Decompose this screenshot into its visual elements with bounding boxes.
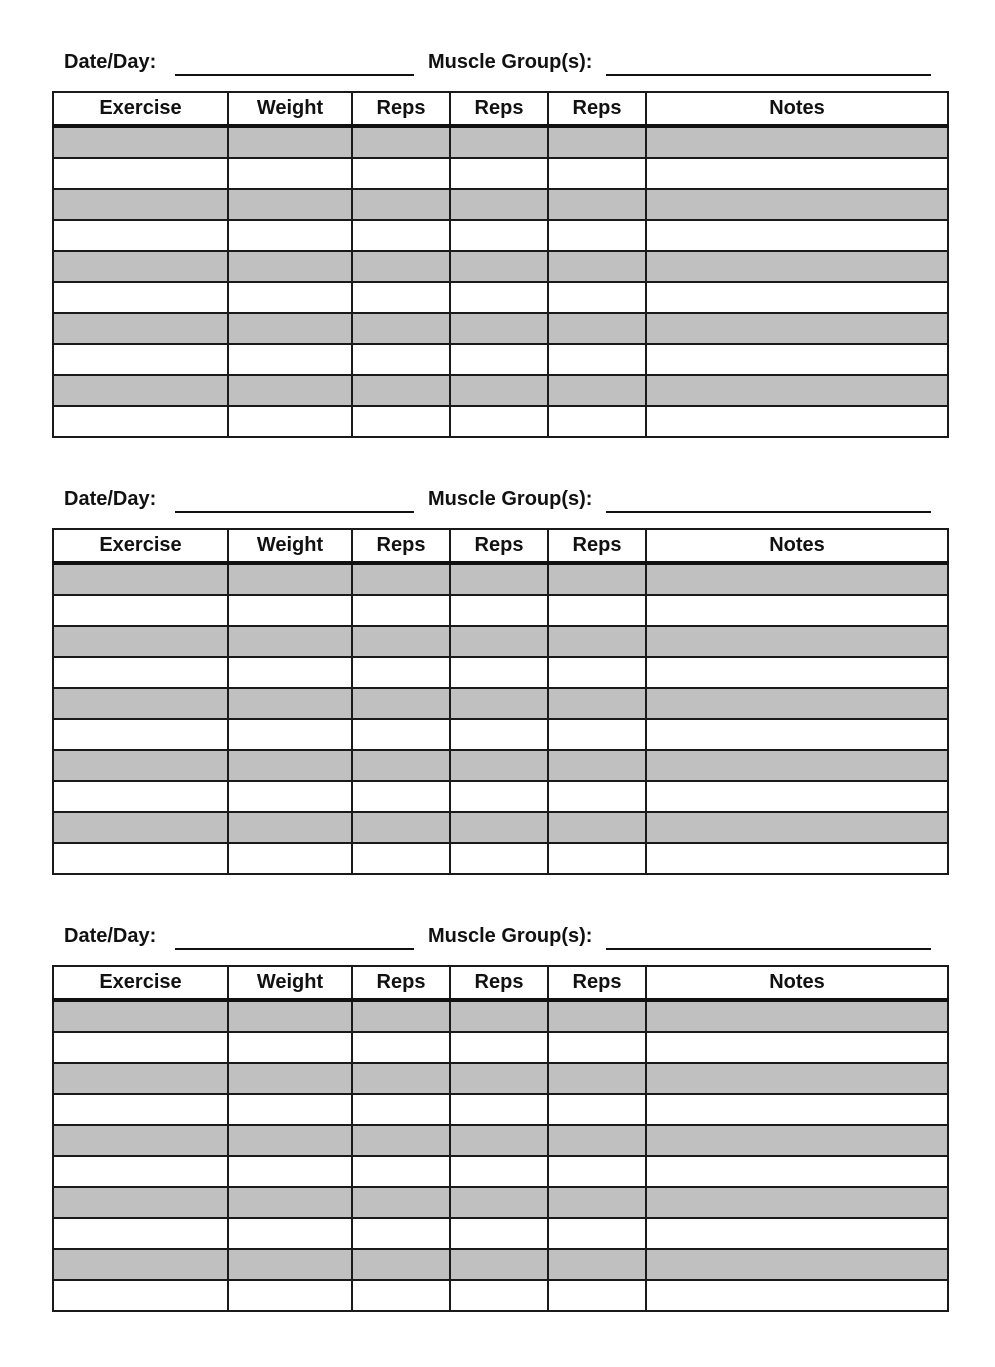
exercise-row (53, 750, 948, 781)
notes-cell[interactable] (646, 750, 948, 781)
exercise-row (53, 220, 948, 251)
exercise-cell[interactable] (53, 189, 228, 220)
reps-cell[interactable] (450, 1094, 548, 1125)
notes-cell[interactable] (646, 1094, 948, 1125)
reps-cell[interactable] (548, 626, 646, 657)
muscle-group-blank[interactable] (606, 483, 931, 513)
weight-cell[interactable] (228, 189, 352, 220)
exercise-row (53, 1156, 948, 1187)
reps-cell[interactable] (548, 1218, 646, 1249)
reps-cell[interactable] (450, 158, 548, 189)
exercise-cell[interactable] (53, 158, 228, 189)
reps-header: Reps (450, 529, 548, 563)
muscle-group-label: Muscle Group(s): (428, 488, 593, 510)
reps-header: Reps (352, 966, 450, 1000)
reps-cell[interactable] (450, 1000, 548, 1032)
exercise-row (53, 1063, 948, 1094)
reps-cell[interactable] (352, 313, 450, 344)
reps-cell[interactable] (352, 406, 450, 437)
notes-header: Notes (646, 966, 948, 1000)
reps-cell[interactable] (548, 313, 646, 344)
date-day-label: Date/Day: (64, 925, 157, 947)
reps-cell[interactable] (450, 375, 548, 406)
exercise-header: Exercise (53, 529, 228, 563)
exercise-cell[interactable] (53, 313, 228, 344)
notes-cell[interactable] (646, 812, 948, 843)
weight-cell[interactable] (228, 1218, 352, 1249)
reps-cell[interactable] (450, 1280, 548, 1311)
exercise-row (53, 626, 948, 657)
date-day-label: Date/Day: (64, 488, 157, 510)
exercise-cell[interactable] (53, 1218, 228, 1249)
reps-cell[interactable] (548, 563, 646, 595)
weight-cell[interactable] (228, 1000, 352, 1032)
header-row (53, 966, 948, 1000)
exercise-row (53, 595, 948, 626)
weight-cell[interactable] (228, 1187, 352, 1218)
notes-cell[interactable] (646, 251, 948, 282)
exercise-cell[interactable] (53, 1187, 228, 1218)
exercise-row (53, 282, 948, 313)
exercise-cell[interactable] (53, 781, 228, 812)
reps-cell[interactable] (450, 220, 548, 251)
weight-cell[interactable] (228, 657, 352, 688)
notes-cell[interactable] (646, 1187, 948, 1218)
weight-cell[interactable] (228, 688, 352, 719)
exercise-row (53, 1280, 948, 1311)
muscle-group-blank[interactable] (606, 46, 931, 76)
reps-cell[interactable] (548, 781, 646, 812)
reps-cell[interactable] (450, 282, 548, 313)
notes-cell[interactable] (646, 563, 948, 595)
exercise-row (53, 719, 948, 750)
reps-cell[interactable] (548, 1249, 646, 1280)
exercise-row (53, 1094, 948, 1125)
exercise-cell[interactable] (53, 375, 228, 406)
exercise-row (53, 406, 948, 437)
notes-cell[interactable] (646, 282, 948, 313)
reps-cell[interactable] (548, 344, 646, 375)
weight-header: Weight (228, 92, 352, 126)
date-day-blank[interactable] (175, 483, 414, 513)
exercise-cell[interactable] (53, 843, 228, 874)
notes-cell[interactable] (646, 1063, 948, 1094)
reps-cell[interactable] (352, 812, 450, 843)
exercise-row (53, 375, 948, 406)
exercise-cell[interactable] (53, 1000, 228, 1032)
weight-cell[interactable] (228, 313, 352, 344)
reps-cell[interactable] (352, 1094, 450, 1125)
reps-cell[interactable] (352, 126, 450, 158)
weight-header: Weight (228, 966, 352, 1000)
reps-cell[interactable] (352, 781, 450, 812)
reps-cell[interactable] (352, 220, 450, 251)
exercise-cell[interactable] (53, 251, 228, 282)
weight-cell[interactable] (228, 158, 352, 189)
exercise-row (53, 1000, 948, 1032)
notes-cell[interactable] (646, 158, 948, 189)
reps-cell[interactable] (352, 1000, 450, 1032)
session-info-line (64, 46, 944, 78)
date-day-blank[interactable] (175, 46, 414, 76)
exercise-row (53, 126, 948, 158)
reps-cell[interactable] (352, 750, 450, 781)
notes-cell[interactable] (646, 1000, 948, 1032)
reps-cell[interactable] (548, 1125, 646, 1156)
reps-cell[interactable] (450, 657, 548, 688)
reps-cell[interactable] (352, 251, 450, 282)
reps-cell[interactable] (352, 563, 450, 595)
reps-header: Reps (450, 966, 548, 1000)
exercise-cell[interactable] (53, 406, 228, 437)
reps-cell[interactable] (548, 657, 646, 688)
reps-header: Reps (450, 92, 548, 126)
exercise-cell[interactable] (53, 688, 228, 719)
reps-cell[interactable] (548, 158, 646, 189)
notes-cell[interactable] (646, 595, 948, 626)
weight-cell[interactable] (228, 781, 352, 812)
weight-cell[interactable] (228, 375, 352, 406)
reps-cell[interactable] (352, 375, 450, 406)
notes-cell[interactable] (646, 657, 948, 688)
exercise-cell[interactable] (53, 563, 228, 595)
reps-cell[interactable] (548, 595, 646, 626)
exercise-header: Exercise (53, 92, 228, 126)
reps-cell[interactable] (352, 1280, 450, 1311)
weight-cell[interactable] (228, 719, 352, 750)
exercise-cell[interactable] (53, 1156, 228, 1187)
notes-cell[interactable] (646, 313, 948, 344)
exercise-log-table (52, 528, 949, 875)
notes-cell[interactable] (646, 1218, 948, 1249)
weight-cell[interactable] (228, 595, 352, 626)
reps-cell[interactable] (450, 1063, 548, 1094)
weight-cell[interactable] (228, 282, 352, 313)
weight-cell[interactable] (228, 344, 352, 375)
notes-cell[interactable] (646, 189, 948, 220)
reps-cell[interactable] (352, 189, 450, 220)
header-row (53, 92, 948, 126)
reps-cell[interactable] (450, 626, 548, 657)
exercise-cell[interactable] (53, 1063, 228, 1094)
reps-cell[interactable] (450, 1032, 548, 1063)
notes-cell[interactable] (646, 1156, 948, 1187)
reps-cell[interactable] (352, 1218, 450, 1249)
reps-cell[interactable] (548, 375, 646, 406)
notes-cell[interactable] (646, 406, 948, 437)
reps-cell[interactable] (548, 282, 646, 313)
reps-cell[interactable] (352, 344, 450, 375)
reps-header: Reps (352, 529, 450, 563)
notes-cell[interactable] (646, 220, 948, 251)
weight-cell[interactable] (228, 406, 352, 437)
reps-cell[interactable] (352, 626, 450, 657)
exercise-row (53, 688, 948, 719)
reps-cell[interactable] (450, 189, 548, 220)
exercise-row (53, 1125, 948, 1156)
weight-cell[interactable] (228, 251, 352, 282)
reps-cell[interactable] (450, 1187, 548, 1218)
weight-cell[interactable] (228, 1063, 352, 1094)
exercise-row (53, 344, 948, 375)
reps-cell[interactable] (352, 1032, 450, 1063)
reps-cell[interactable] (548, 189, 646, 220)
weight-cell[interactable] (228, 750, 352, 781)
reps-cell[interactable] (450, 719, 548, 750)
reps-cell[interactable] (450, 843, 548, 874)
exercise-cell[interactable] (53, 1249, 228, 1280)
reps-cell[interactable] (548, 719, 646, 750)
exercise-cell[interactable] (53, 126, 228, 158)
exercise-cell[interactable] (53, 282, 228, 313)
notes-cell[interactable] (646, 344, 948, 375)
reps-cell[interactable] (352, 282, 450, 313)
reps-cell[interactable] (548, 688, 646, 719)
reps-cell[interactable] (450, 1249, 548, 1280)
weight-cell[interactable] (228, 812, 352, 843)
weight-cell[interactable] (228, 1280, 352, 1311)
reps-cell[interactable] (548, 1094, 646, 1125)
exercise-cell[interactable] (53, 812, 228, 843)
exercise-row (53, 812, 948, 843)
date-day-blank[interactable] (175, 920, 414, 950)
reps-cell[interactable] (548, 406, 646, 437)
exercise-row (53, 1218, 948, 1249)
reps-cell[interactable] (450, 750, 548, 781)
weight-header: Weight (228, 529, 352, 563)
reps-cell[interactable] (548, 220, 646, 251)
notes-header: Notes (646, 92, 948, 126)
exercise-cell[interactable] (53, 1280, 228, 1311)
reps-cell[interactable] (548, 750, 646, 781)
exercise-cell[interactable] (53, 1032, 228, 1063)
notes-header: Notes (646, 529, 948, 563)
reps-cell[interactable] (352, 1187, 450, 1218)
reps-cell[interactable] (352, 1249, 450, 1280)
exercise-log-table (52, 91, 949, 438)
reps-cell[interactable] (450, 688, 548, 719)
reps-cell[interactable] (548, 1063, 646, 1094)
notes-cell[interactable] (646, 126, 948, 158)
weight-cell[interactable] (228, 1125, 352, 1156)
reps-cell[interactable] (450, 126, 548, 158)
reps-cell[interactable] (450, 1156, 548, 1187)
notes-cell[interactable] (646, 1032, 948, 1063)
reps-cell[interactable] (450, 595, 548, 626)
reps-cell[interactable] (548, 1187, 646, 1218)
session-info-line (64, 920, 944, 952)
muscle-group-label: Muscle Group(s): (428, 51, 593, 73)
exercise-cell[interactable] (53, 657, 228, 688)
exercise-cell[interactable] (53, 595, 228, 626)
date-day-label: Date/Day: (64, 51, 157, 73)
exercise-cell[interactable] (53, 1094, 228, 1125)
exercise-row (53, 1032, 948, 1063)
exercise-header: Exercise (53, 966, 228, 1000)
reps-cell[interactable] (352, 1156, 450, 1187)
reps-cell[interactable] (450, 1125, 548, 1156)
reps-cell[interactable] (352, 843, 450, 874)
reps-header: Reps (548, 529, 646, 563)
muscle-group-label: Muscle Group(s): (428, 925, 593, 947)
notes-cell[interactable] (646, 626, 948, 657)
weight-cell[interactable] (228, 1032, 352, 1063)
reps-cell[interactable] (352, 688, 450, 719)
reps-cell[interactable] (450, 344, 548, 375)
reps-header: Reps (548, 92, 646, 126)
reps-cell[interactable] (352, 719, 450, 750)
exercise-row (53, 189, 948, 220)
reps-cell[interactable] (548, 843, 646, 874)
reps-cell[interactable] (548, 1000, 646, 1032)
reps-cell[interactable] (352, 657, 450, 688)
reps-cell[interactable] (352, 595, 450, 626)
exercise-row (53, 563, 948, 595)
exercise-cell[interactable] (53, 344, 228, 375)
reps-cell[interactable] (352, 158, 450, 189)
exercise-row (53, 1187, 948, 1218)
reps-header: Reps (352, 92, 450, 126)
weight-cell[interactable] (228, 1156, 352, 1187)
exercise-row (53, 781, 948, 812)
weight-cell[interactable] (228, 1249, 352, 1280)
exercise-row (53, 313, 948, 344)
reps-cell[interactable] (352, 1125, 450, 1156)
notes-cell[interactable] (646, 781, 948, 812)
notes-cell[interactable] (646, 375, 948, 406)
weight-cell[interactable] (228, 126, 352, 158)
reps-cell[interactable] (450, 406, 548, 437)
notes-cell[interactable] (646, 1125, 948, 1156)
notes-cell[interactable] (646, 719, 948, 750)
exercise-row (53, 1249, 948, 1280)
reps-header: Reps (548, 966, 646, 1000)
exercise-cell[interactable] (53, 626, 228, 657)
reps-cell[interactable] (548, 1032, 646, 1063)
weight-cell[interactable] (228, 1094, 352, 1125)
weight-cell[interactable] (228, 220, 352, 251)
notes-cell[interactable] (646, 688, 948, 719)
notes-cell[interactable] (646, 1280, 948, 1311)
reps-cell[interactable] (450, 563, 548, 595)
muscle-group-blank[interactable] (606, 920, 931, 950)
notes-cell[interactable] (646, 1249, 948, 1280)
reps-cell[interactable] (548, 251, 646, 282)
weight-cell[interactable] (228, 563, 352, 595)
exercise-row (53, 251, 948, 282)
exercise-cell[interactable] (53, 220, 228, 251)
reps-cell[interactable] (450, 781, 548, 812)
weight-cell[interactable] (228, 626, 352, 657)
reps-cell[interactable] (548, 126, 646, 158)
exercise-row (53, 657, 948, 688)
exercise-row (53, 843, 948, 874)
reps-cell[interactable] (352, 1063, 450, 1094)
reps-cell[interactable] (548, 1156, 646, 1187)
exercise-log-table (52, 965, 949, 1312)
reps-cell[interactable] (450, 251, 548, 282)
exercise-row (53, 158, 948, 189)
header-row (53, 529, 948, 563)
session-info-line (64, 483, 944, 515)
exercise-cell[interactable] (53, 719, 228, 750)
exercise-cell[interactable] (53, 1125, 228, 1156)
reps-cell[interactable] (450, 313, 548, 344)
exercise-cell[interactable] (53, 750, 228, 781)
weight-cell[interactable] (228, 843, 352, 874)
notes-cell[interactable] (646, 843, 948, 874)
reps-cell[interactable] (548, 812, 646, 843)
reps-cell[interactable] (450, 812, 548, 843)
reps-cell[interactable] (450, 1218, 548, 1249)
reps-cell[interactable] (548, 1280, 646, 1311)
